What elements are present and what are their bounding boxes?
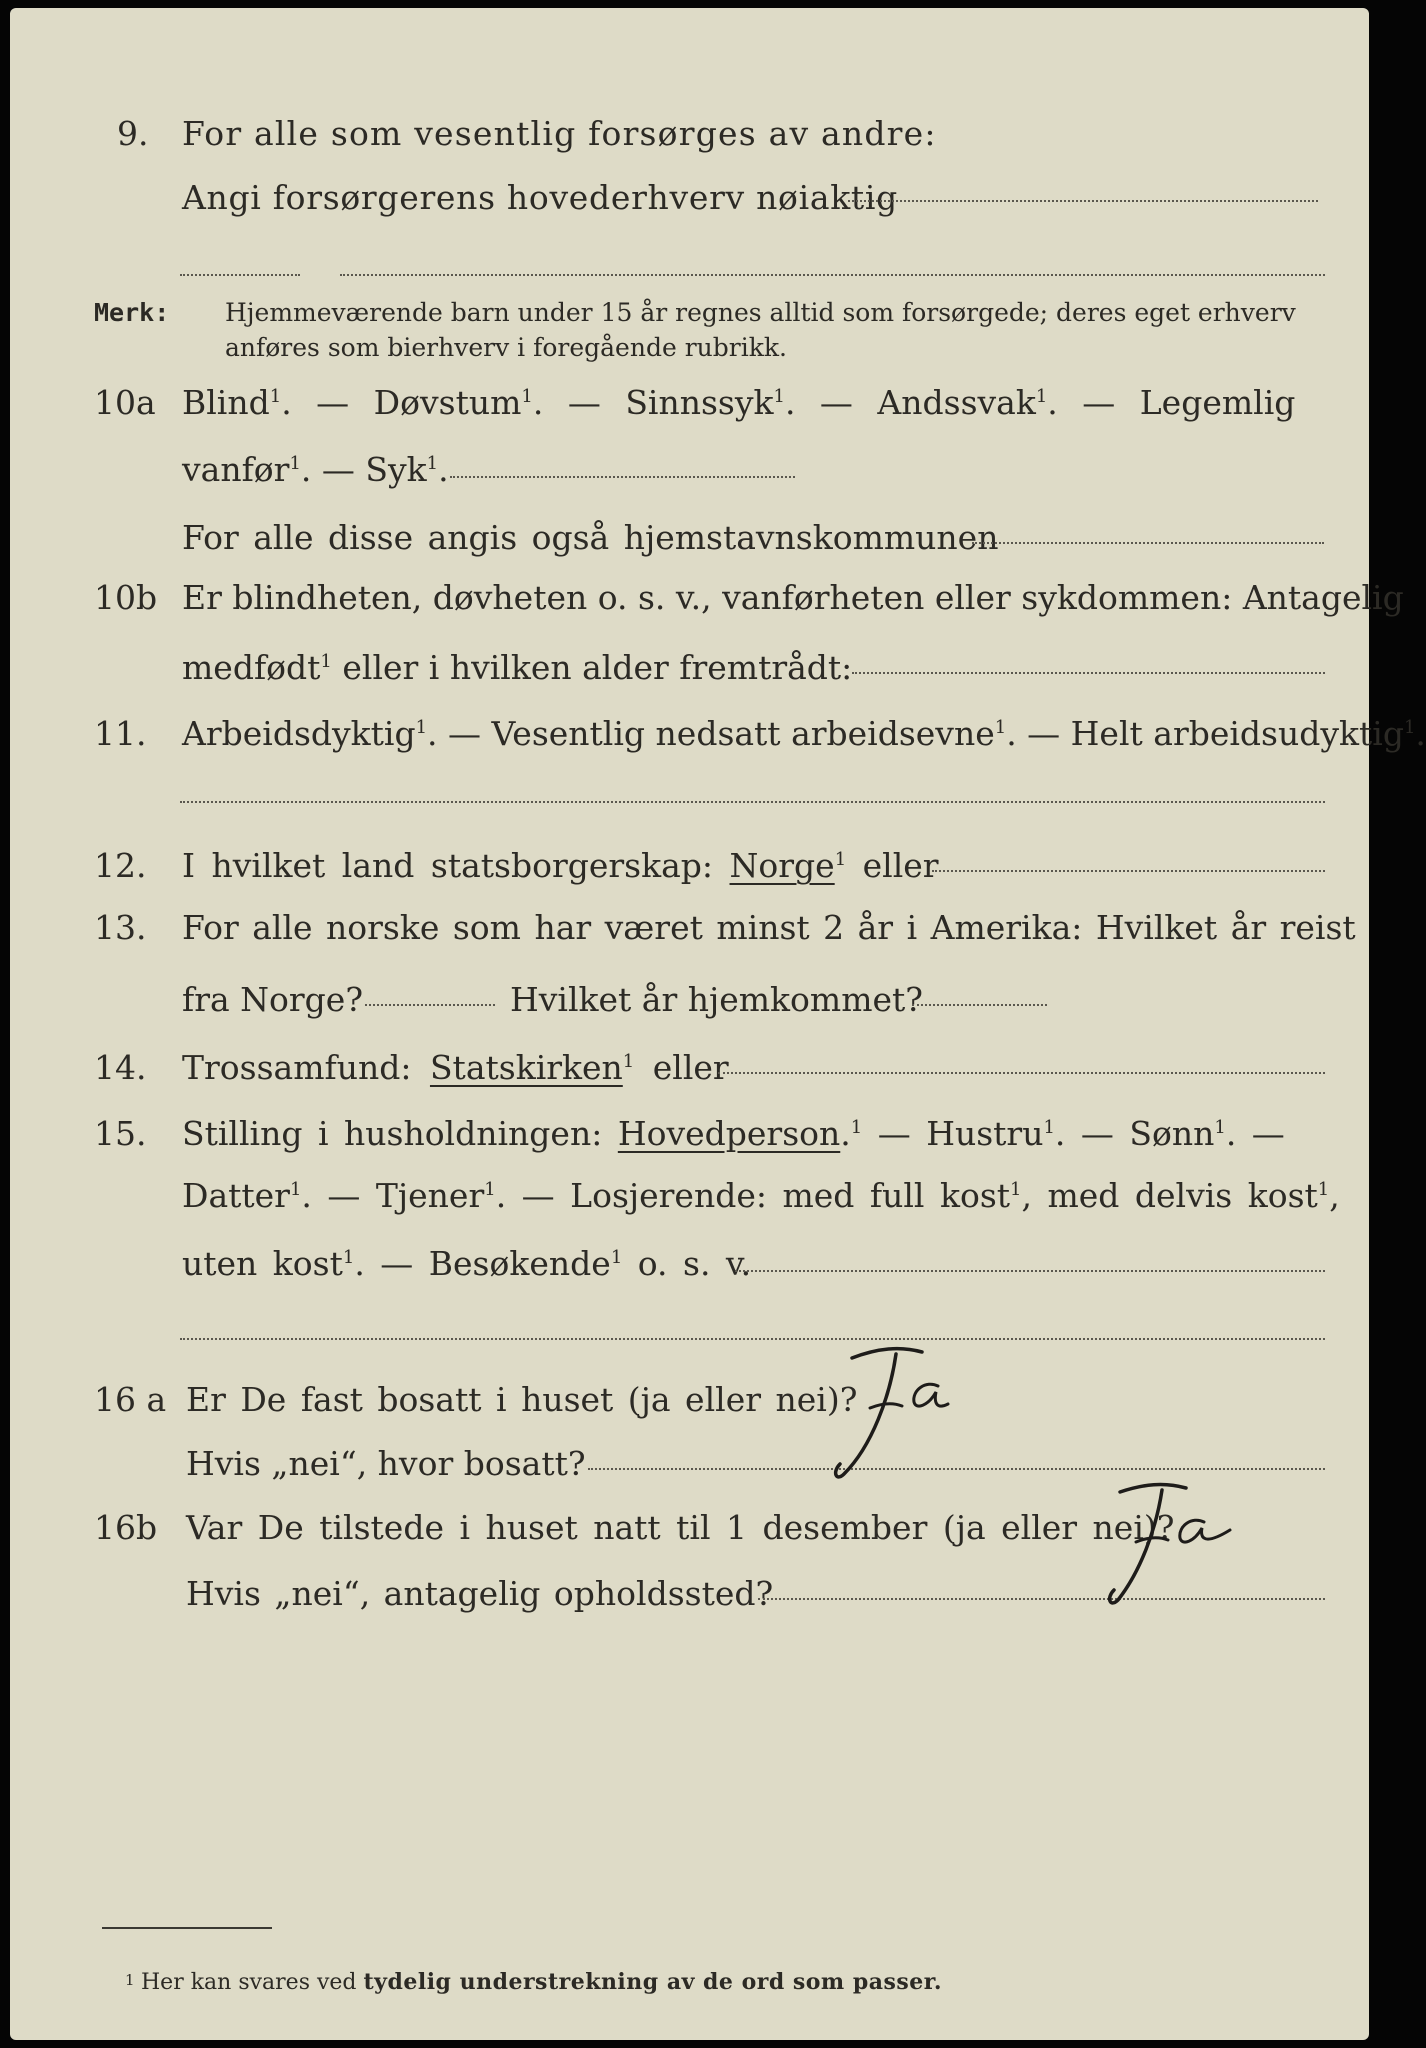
question-16a-number: 16 a xyxy=(94,1380,167,1419)
footnote-mark: 1 xyxy=(125,1971,135,1989)
answer-line-q10a-sick xyxy=(450,476,795,478)
answer-line-q9 xyxy=(848,200,1318,202)
answer-line-q15-extra xyxy=(180,1338,1325,1340)
question-15-number: 15. xyxy=(94,1114,147,1153)
question-15-line-1: Stilling i husholdningen: Hovedperson.$^1$ — Hustru$^1$. — Sønn$^1$. — xyxy=(182,1114,1285,1153)
answer-underline-hovedperson: Hovedperson xyxy=(617,1114,841,1153)
answer-line-q9-extra xyxy=(340,274,1325,276)
handwritten-answer-16a xyxy=(830,1346,980,1496)
note-line-1: Hjemmeværende barn under 15 år regnes alltid som forsørgede; deres eget erhverv xyxy=(225,298,1296,327)
question-14-number: 14. xyxy=(94,1048,147,1087)
answer-underline-statskirken: Statskirken xyxy=(429,1048,623,1087)
question-16b-number: 16b xyxy=(94,1508,158,1547)
answer-line-q14 xyxy=(718,1072,1325,1074)
question-15-line-2: Datter$^1$. — Tjener$^1$. — Losjerende: med full kost$^1$, med delvis kost$^1$, xyxy=(182,1176,1340,1215)
question-10a-line-1: Blind$^1$. — Døvstum$^1$. — Sinnssyk$^1$. — Andssvak$^1$. — Legemlig xyxy=(182,383,1296,422)
answer-line-q10b xyxy=(852,672,1325,674)
answer-line-q15 xyxy=(735,1270,1325,1272)
handwritten-answer-16b xyxy=(1100,1478,1250,1618)
question-15-line-3: uten kost$^1$. — Besøkende$^1$ o. s. v. xyxy=(182,1244,752,1283)
question-12-line: I hvilket land statsborgerskap: Norge$^1$ eller xyxy=(182,846,939,885)
answer-line-q10a-home-municipality xyxy=(972,542,1324,544)
question-10a-line-2: vanfør$^1$. — Syk$^1$. xyxy=(182,450,449,489)
answer-line-q13-returned xyxy=(912,1004,1047,1006)
question-12-number: 12. xyxy=(94,846,147,885)
note-label: Merk: xyxy=(94,298,170,327)
question-13-line-2a: fra Norge? xyxy=(182,980,364,1019)
question-13-line-1: For alle norske som har været minst 2 år i Amerika: Hvilket år reist xyxy=(182,908,1356,947)
question-16b-line-2: Hvis „nei“, antagelig opholdssted? xyxy=(186,1574,774,1613)
note-line-2: anføres som bierhverv i foregående rubrikk. xyxy=(225,333,787,362)
answer-line-q9-extra-left xyxy=(180,274,300,276)
answer-underline-norge: Norge xyxy=(729,846,835,885)
question-13-line-2b: Hvilket år hjemkommet? xyxy=(510,980,923,1019)
answer-line-q11 xyxy=(180,801,1325,803)
question-9-line-2: Angi forsørgerens hovederhverv nøiaktig xyxy=(182,178,898,217)
question-13-number: 13. xyxy=(94,908,147,947)
question-14-line: Trossamfund: Statskirken$^1$ eller xyxy=(182,1048,729,1087)
footnote-rule xyxy=(102,1927,272,1929)
answer-line-q13-emigrated xyxy=(365,1004,495,1006)
answer-line-q12 xyxy=(932,870,1325,872)
question-10b-number: 10b xyxy=(94,578,158,617)
question-16a-line-2: Hvis „nei“, hvor bosatt? xyxy=(186,1444,586,1483)
question-9-line-1: For alle som vesentlig forsørges av andre: xyxy=(182,114,937,153)
question-10a-number: 10a xyxy=(94,383,156,422)
question-10b-line-1: Er blindheten, døvheten o. s. v., vanførheten eller sykdommen: Antagelig xyxy=(182,578,1404,617)
question-16a-line-1: Er De fast bosatt i huset (ja eller nei)? xyxy=(186,1380,858,1419)
footnote: 1 Her kan svares ved tydelig understrekning av de ord som passer. xyxy=(141,1968,942,1997)
question-11-number: 11. xyxy=(94,714,147,753)
question-11-line-1: Arbeidsdyktig$^1$. — Vesentlig nedsatt arbeidsevne$^1$. — Helt arbeidsudyktig$^1$. xyxy=(182,714,1426,753)
question-9-number: 9. xyxy=(117,114,149,153)
question-10a-line-3: For alle disse angis også hjemstavnskommunen xyxy=(182,518,999,557)
question-10b-line-2: medfødt$^1$ eller i hvilken alder fremtrådt: xyxy=(182,648,853,687)
census-form-page xyxy=(10,8,1426,2040)
question-16b-line-1: Var De tilstede i huset natt til 1 desember (ja eller nei)? xyxy=(186,1508,1175,1547)
